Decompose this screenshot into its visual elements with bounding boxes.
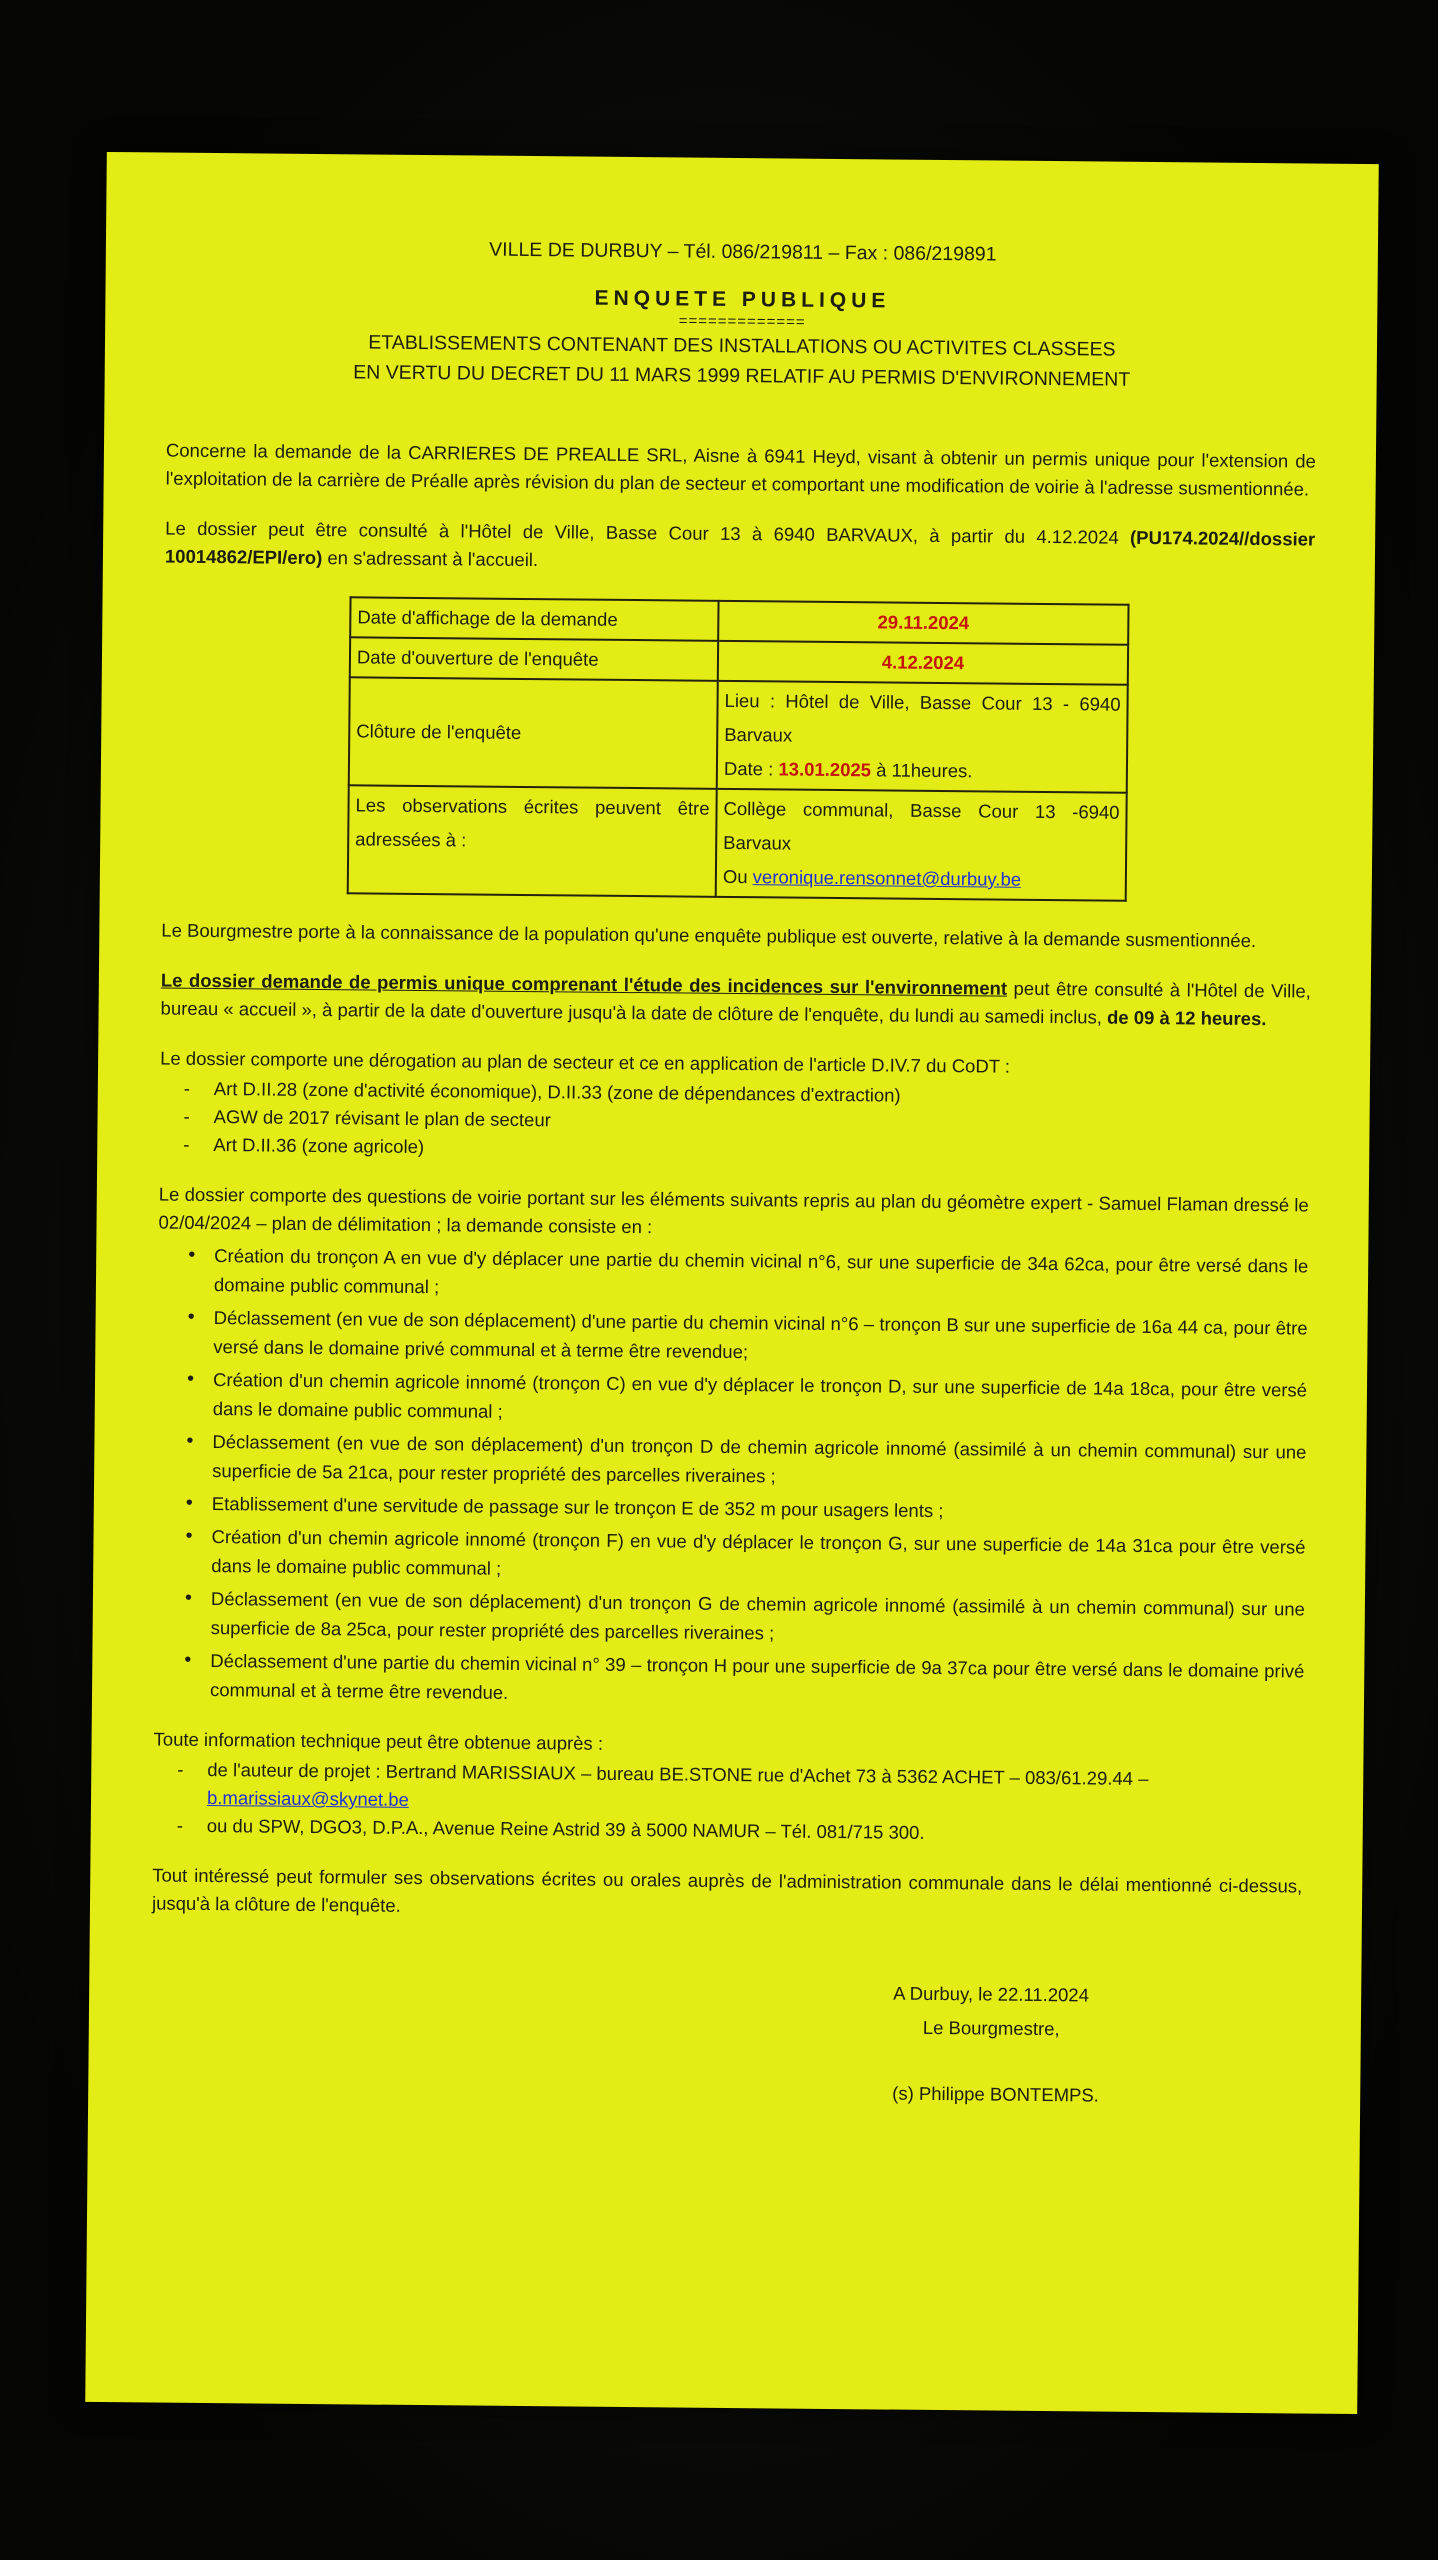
voirie-list bbox=[154, 1240, 1308, 1714]
municipality-header: VILLE DE DURBUY – Tél. 086/219811 – Fax : 086/219891 bbox=[489, 238, 997, 266]
notice-content bbox=[150, 233, 1318, 2115]
list-item: - AGW de 2017 révisant le plan de secteur bbox=[159, 1102, 1309, 1141]
cloture-date-line bbox=[724, 752, 1120, 790]
list-item: - ou du SPW, DGO3, D.P.A., Avenue Reine Astrid 39 à 5000 NAMUR – Tél. 081/715 300. bbox=[153, 1811, 1303, 1850]
info-intro: Toute information technique peut être obtenue auprès : bbox=[153, 1728, 604, 1754]
tout-interesse-paragraph: Tout intéressé peut formuler ses observations écrites ou orales auprès de l'administration communale dans le délai mentionné ci-dessus, jusqu'à la clôture de l'enquête. bbox=[151, 1864, 1303, 1916]
bourgmestre-paragraph: Le Bourgmestre porte à la connaissance de la population qu'une enquête publique est ouverte, relative à la demande susmentionnée. bbox=[161, 919, 1257, 952]
cloture-details bbox=[717, 681, 1128, 793]
observations-email-line bbox=[723, 860, 1119, 898]
dossier-suffix: en s'adressant à l'accueil. bbox=[322, 547, 539, 571]
cloture-date-suffix: à 11heures. bbox=[870, 759, 973, 782]
cloture-lieu-line-2: Barvaux bbox=[724, 723, 793, 746]
list-item: • Création d'un chemin agricole innomé (tronçon C) en vue d'y déplacer le tronçon D, sur une superficie de 14a 18ca, pour être versé dans le domaine public communal ; bbox=[157, 1364, 1308, 1433]
list-item: • Création d'un chemin agricole innomé (tronçon F) en vue d'y déplacer le tronçon G, sur une superficie de 14a 31ca pour être versé dans le domaine public communal ; bbox=[155, 1521, 1306, 1590]
dates-table bbox=[347, 596, 1130, 901]
signature-place-date: A Durbuy, le 22.11.2024 bbox=[893, 1982, 1090, 2006]
observations-label-line-2: adressées à : bbox=[355, 828, 467, 851]
observations-ou: Ou bbox=[722, 865, 753, 888]
subtitle-line-1: ETABLISSEMENTS CONTENANT DES INSTALLATIONS OU ACTIVITES CLASSEES bbox=[368, 331, 1116, 361]
public-notice-poster bbox=[85, 152, 1379, 2414]
notice-title: ENQUETE PUBLIQUE bbox=[594, 286, 891, 313]
observations-address-line-1: Collège communal, Basse Cour 13 -6940 bbox=[723, 797, 1120, 823]
cloture-date: 13.01.2025 bbox=[778, 758, 872, 781]
signature-name: (s) Philippe BONTEMPS. bbox=[892, 2082, 1099, 2106]
list-item: • Déclassement (en vue de son déplacement) d'une partie du chemin vicinal n°6 – tronçon B sur une superficie de 16a 44 ca, pour être versé dans le domaine privé communal et à terme être revendue; bbox=[157, 1302, 1308, 1371]
ouverture-value: 4.12.2024 bbox=[718, 641, 1128, 685]
dossier-demande-title: Le dossier demande de permis unique comprenant l'étude des incidences sur l'environnement bbox=[160, 969, 1008, 999]
derogation-list bbox=[159, 1074, 1310, 1169]
observations-label-line-1: Les observations écrites peuvent être bbox=[355, 794, 710, 819]
concerne-paragraph: Concerne la demande de la CARRIERES DE PREALLE SRL, Aisne à 6941 Heyd, visant à obtenir un permis unique pour l'extension de l'exploitation de la carrière de Préalle après révision du plan de secteur et comportant une modification de voirie à l'adresse susmentionnée. bbox=[165, 439, 1317, 500]
table-row bbox=[348, 785, 1127, 900]
dossier-demande-text: peut être consulté à l'Hôtel de Ville, bureau « accueil », à partir de la date d'ouverture jusqu'à la date de clôture de l'enquête, du lundi au samedi inclus, bbox=[160, 977, 1311, 1028]
info-list bbox=[153, 1755, 1304, 1850]
observations-email-link[interactable]: veronique.rensonnet@durbuy.be bbox=[752, 866, 1022, 890]
voirie-intro: Le dossier comporte des questions de voirie portant sur les éléments suivants repris au plan du géomètre expert - Samuel Flaman dressé le 02/04/2024 – plan de délimitation ; la demande consiste en : bbox=[158, 1183, 1309, 1238]
cloture-date-prefix: Date : bbox=[723, 757, 779, 780]
table-row bbox=[349, 677, 1128, 792]
dossier-reference: (PU174.2024//dossier 10014862/EPI/ero) bbox=[164, 526, 1316, 569]
signature-block bbox=[892, 1977, 1301, 2115]
dossier-text: Le dossier peut être consulté à l'Hôtel de Ville, Basse Cour 13 à 6940 BARVAUX, à partir du 4.12.2024 bbox=[165, 517, 1131, 548]
dossier-paragraph bbox=[165, 515, 1315, 582]
signature-role: Le Bourgmestre, bbox=[922, 2016, 1060, 2040]
list-item: • Déclassement (en vue de son déplacement) d'un tronçon G de chemin agricole innomé (assimilé à un chemin communal) sur une superficie de 8a 25ca, pour rester propriété des parcelles riveraines ; bbox=[155, 1583, 1306, 1652]
observations-address bbox=[716, 789, 1127, 901]
derogation-intro: Le dossier comporte une dérogation au plan de secteur et ce en application de l'article D.IV.7 du CoDT : bbox=[160, 1047, 1011, 1077]
cloture-label: Clôture de l'enquête bbox=[349, 677, 718, 789]
info-auteur-email-link[interactable]: b.marissiaux@skynet.be bbox=[206, 1786, 409, 1810]
list-item: - Art D.II.36 (zone agricole) bbox=[159, 1130, 1309, 1169]
affichage-value: 29.11.2024 bbox=[718, 601, 1128, 645]
cloture-lieu-line-1: Lieu : Hôtel de Ville, Basse Cour 13 - 6940 bbox=[724, 689, 1121, 715]
list-item: - Art D.II.28 (zone d'activité économique), D.II.33 (zone de dépendances d'extraction) bbox=[160, 1074, 1310, 1113]
ouverture-label: Date d'ouverture de l'enquête bbox=[350, 637, 718, 681]
list-item: • Etablissement d'une servitude de passage sur le tronçon E de 352 m pour usagers lents ; bbox=[156, 1488, 1306, 1528]
observations-address-line-2: Barvaux bbox=[723, 831, 792, 854]
affichage-label: Date d'affichage de la demande bbox=[350, 597, 718, 641]
subtitle-line-2: EN VERTU DU DECRET DU 11 MARS 1999 RELATIF AU PERMIS D'ENVIRONNEMENT bbox=[353, 361, 1131, 391]
dossier-demande-hours: de 09 à 12 heures. bbox=[1106, 1006, 1267, 1030]
list-item: • Création du tronçon A en vue d'y déplacer une partie du chemin vicinal n°6, sur une superficie de 34a 62ca, pour être versé dans le domaine public communal ; bbox=[158, 1240, 1309, 1309]
observations-label bbox=[348, 785, 717, 897]
info-auteur: de l'auteur de projet : Bertrand MARISSIAUX – bureau BE.STONE rue d'Achet 73 à 5362 ACHET – 083/61.29.44 – bbox=[207, 1758, 1149, 1790]
dossier-demande-paragraph bbox=[160, 967, 1310, 1034]
list-item: • Déclassement d'une partie du chemin vicinal n° 39 – tronçon H pour une superficie de 9a 37ca pour être versé dans le domaine privé communal et à terme être revendue. bbox=[154, 1645, 1305, 1714]
list-item: • Déclassement (en vue de son déplacement) d'un tronçon D de chemin agricole innomé (assimilé à un chemin communal) sur une superficie de 5a 21ca, pour rester propriété des parcelles riveraines ; bbox=[156, 1426, 1307, 1495]
title-separator: ============= bbox=[678, 312, 806, 331]
